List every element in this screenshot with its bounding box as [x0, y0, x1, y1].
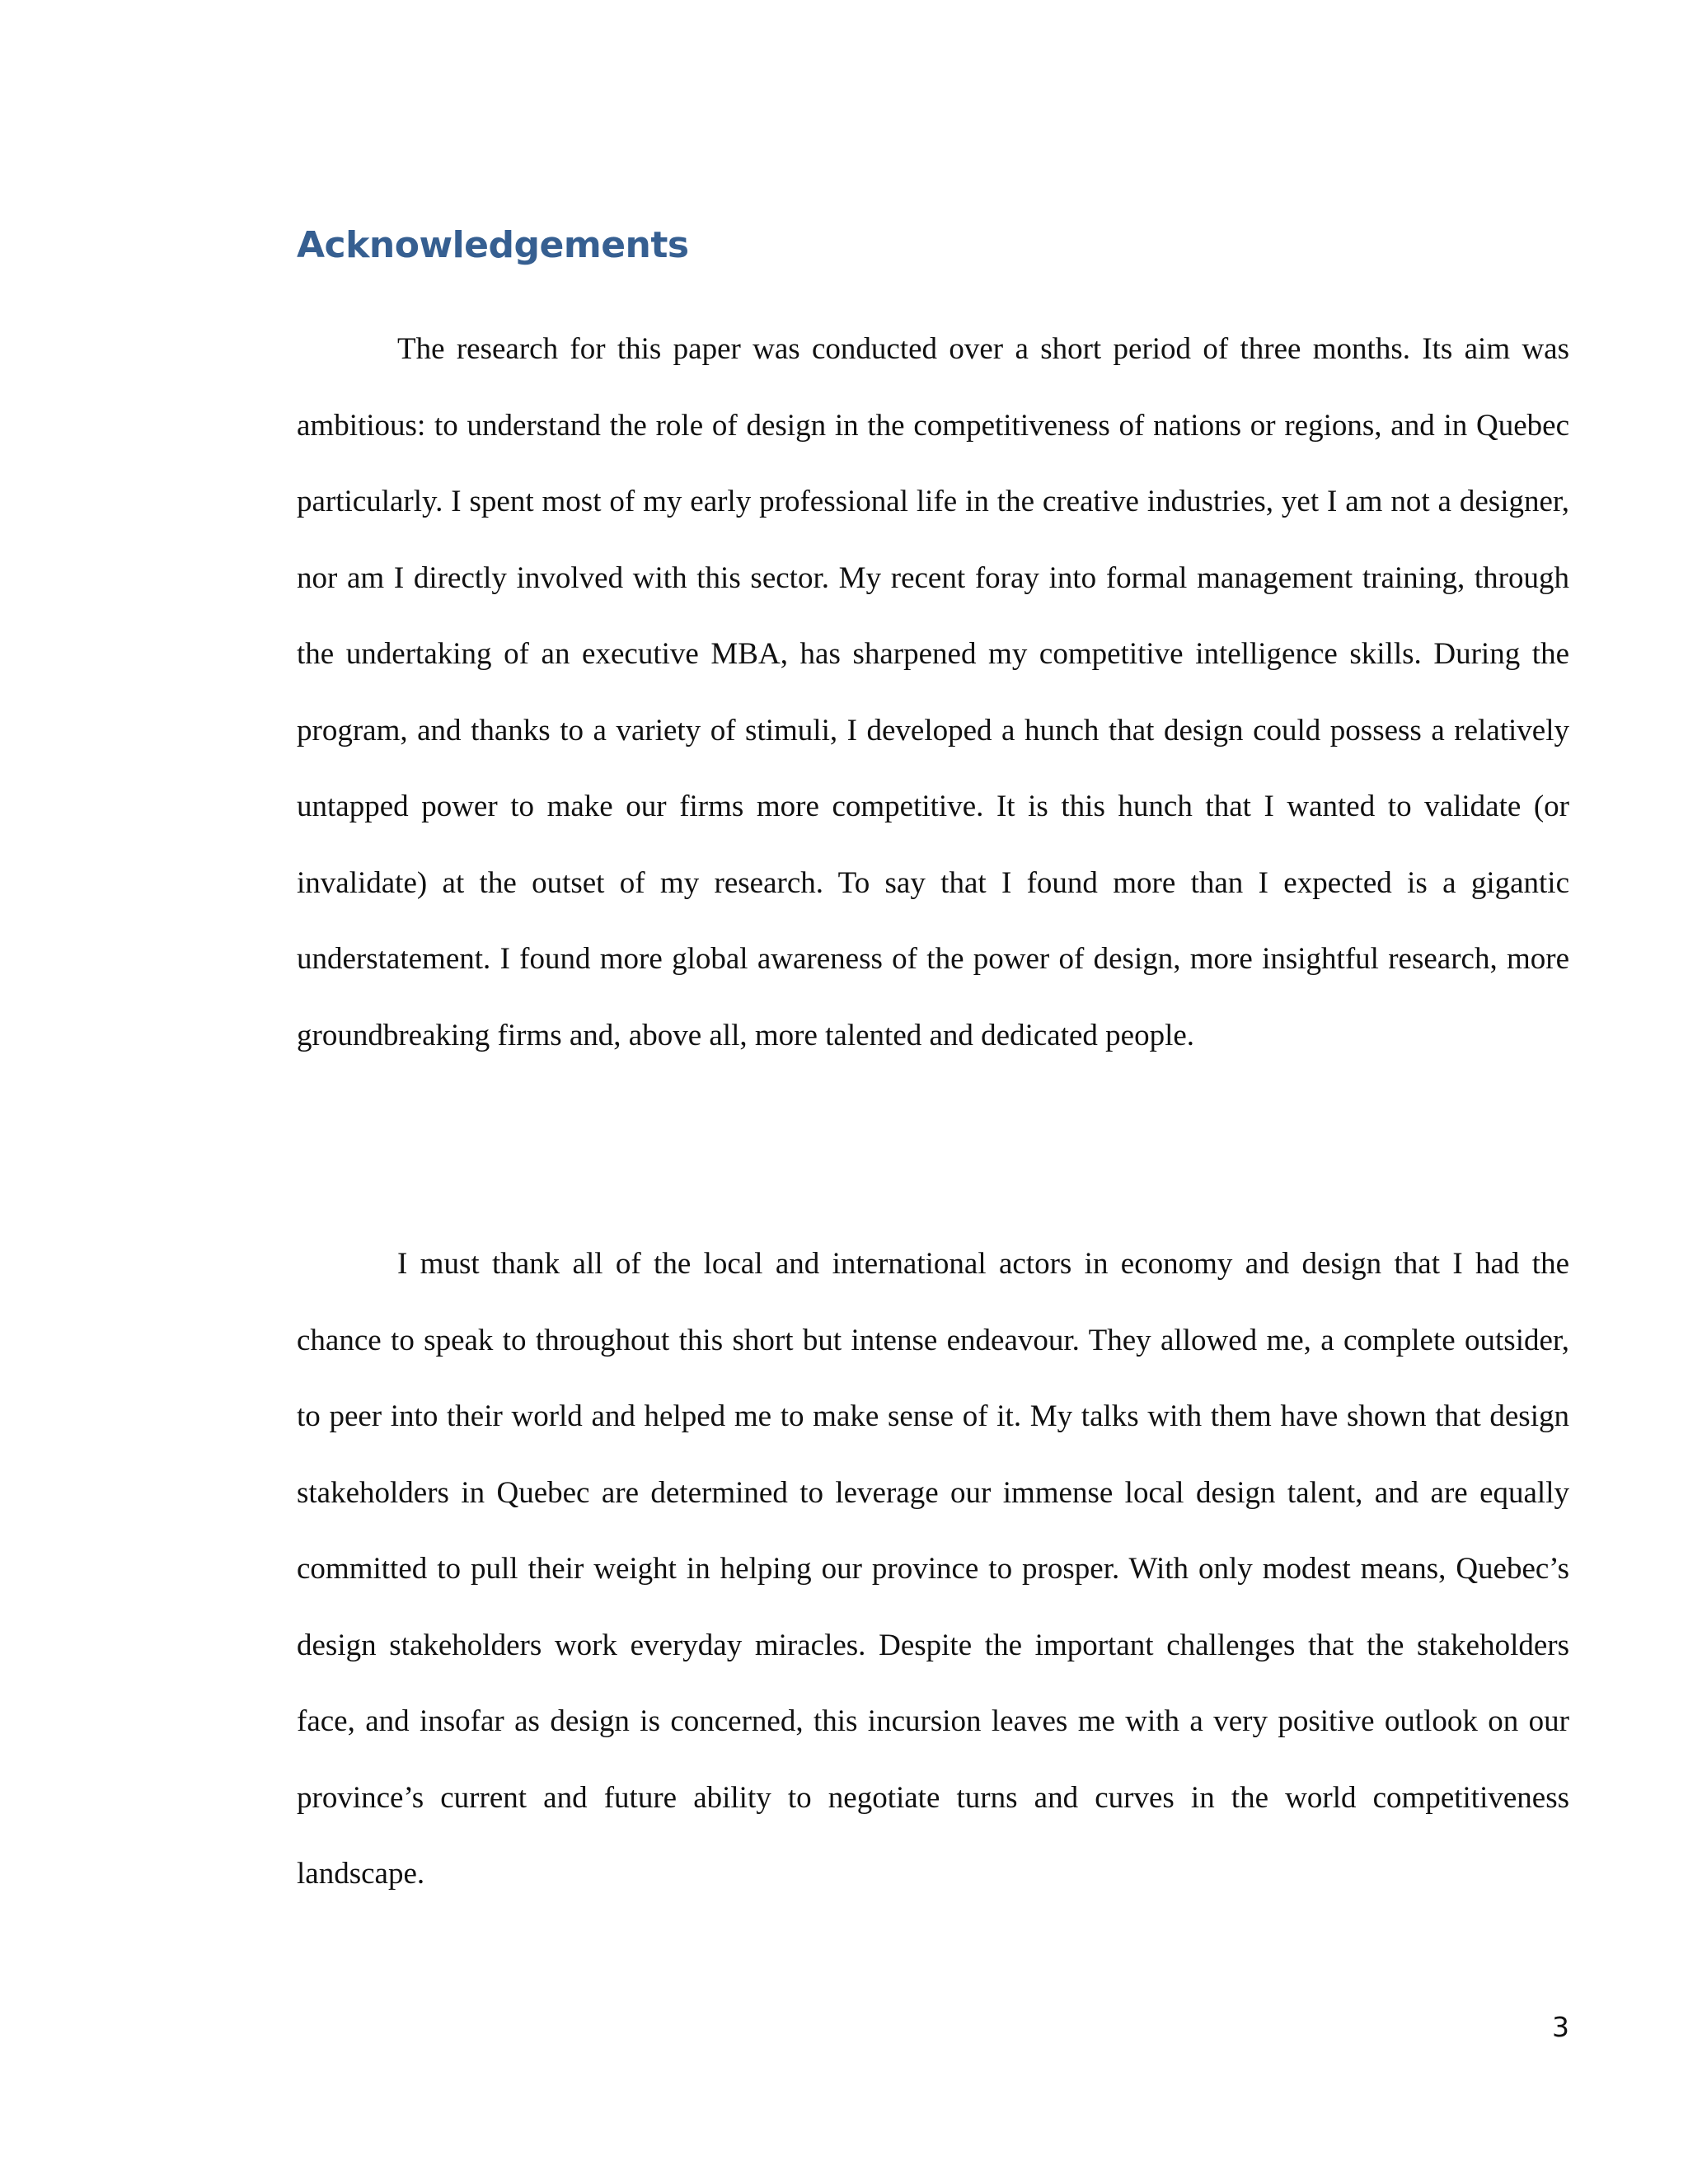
- page-number: 3: [1552, 2011, 1569, 2043]
- paragraph-1: The research for this paper was conducted over a short period of three months. Its aim was ambitious: to understand the role of design in the competitiveness of nations or regions, and in Quebec particularly. I spent most of my early professional life in the creative industries, yet I am not a designer, nor am I directly involved with this sector. My recent foray into formal management training, through the undertaking of an executive MBA, has sharpened my competitive intelligence skills. During the program, and thanks to a variety of stimuli, I developed a hunch that design could possess a relatively untapped power to make our firms more competitive. It is this hunch that I wanted to validate (or invalidate) at the outset of my research. To say that I found more than I expected is a gigantic understatement. I found more global awareness of the power of design, more insightful research, more groundbreaking firms and, above all, more talented and dedicated people.: [297, 332, 1569, 1052]
- page-heading: Acknowledgements: [297, 224, 689, 266]
- paragraph-2: I must thank all of the local and international actors in economy and design that I had the chance to speak to throughout this short but intense endeavour. They allowed me, a complete outsider, to peer into their world and helped me to make sense of it. My talks with them have shown that design stakeholders in Quebec are determined to leverage our immense local design talent, and are equally committed to pull their weight in helping our province to prosper. With only modest means, Quebec’s design stakeholders work everyday miracles. Despite the important challenges that the stakeholders face, and insofar as design is concerned, this incursion leaves me with a very positive outlook on our province’s current and future ability to negotiate turns and curves in the world competitiveness landscape.: [297, 1247, 1569, 1891]
